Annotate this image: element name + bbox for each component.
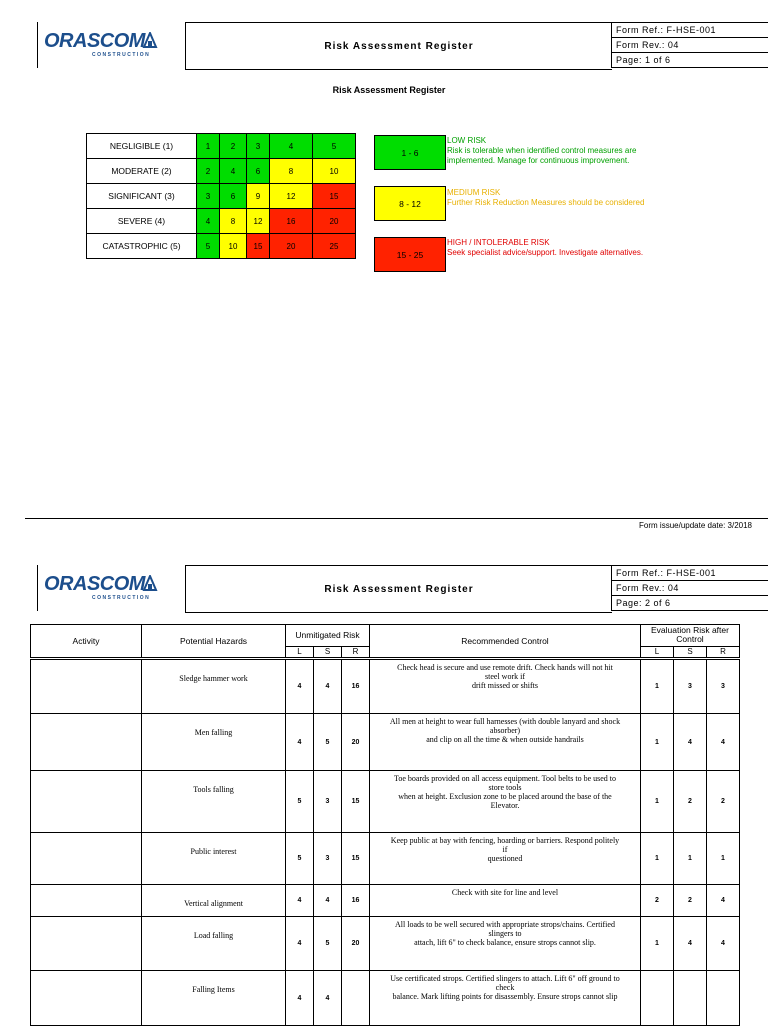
legend-medium-box: 8 - 12 (374, 186, 446, 221)
form-ref: Form Ref.: F-HSE-001 (612, 23, 768, 38)
col-control: Recommended Control (370, 625, 641, 659)
matrix-cell: 6 (247, 159, 270, 184)
form-refs-2 (611, 565, 768, 611)
col-r: R (342, 646, 370, 658)
matrix-cell: 8 (270, 159, 313, 184)
hazard-cell: Public interest (142, 833, 286, 885)
matrix-cell: 15 (313, 184, 356, 209)
footer-date: Form issue/update date: 3/2018 (639, 521, 752, 530)
unmitigated-r: 20 (342, 714, 370, 771)
control-line: absorber) (489, 726, 521, 735)
form-rev: Form Rev.: 04 (612, 38, 768, 53)
unmitigated-r: 15 (342, 771, 370, 833)
unmitigated-l: 4 (286, 885, 314, 917)
matrix-severity-label: MODERATE (2) (87, 159, 197, 184)
legend-medium-line1: Further Risk Reduction Measures should be considered (447, 198, 645, 207)
matrix-cell: 12 (270, 184, 313, 209)
matrix-row (87, 184, 356, 209)
activity-cell (31, 885, 142, 917)
hazard-cell: Tools falling (142, 771, 286, 833)
control-cell (370, 714, 641, 771)
orascom-logo (44, 30, 164, 60)
matrix-cell: 12 (247, 209, 270, 234)
matrix-cell: 2 (197, 159, 220, 184)
matrix-row (87, 234, 356, 259)
risk-register-table (30, 624, 740, 1026)
matrix-row (87, 209, 356, 234)
hazard-cell: Men falling (142, 714, 286, 771)
col-unmitigated: Unmitigated Risk (286, 625, 370, 647)
matrix-cell: 1 (197, 134, 220, 159)
unmitigated-s: 4 (314, 885, 342, 917)
unmitigated-l: 4 (286, 714, 314, 771)
evaluation-r: 3 (707, 659, 740, 714)
evaluation-s: 2 (674, 885, 707, 917)
control-cell (370, 659, 641, 714)
control-line: attach, lift 6" to check balance, ensure strops cannot slip. (414, 938, 596, 947)
logo-wordmark: ORASCOM (44, 30, 145, 52)
control-cell (370, 971, 641, 1026)
control-line: slingers to (488, 929, 522, 938)
hazard-cell: Vertical alignment (142, 885, 286, 917)
footer-divider (25, 518, 768, 519)
logo-cell (37, 22, 186, 68)
matrix-cell: 9 (247, 184, 270, 209)
legend-low-line2: implemented. Manage for continuous improvement. (447, 156, 630, 165)
page-2 (0, 548, 768, 1024)
activity-cell (31, 971, 142, 1026)
col-eval-s: S (674, 646, 707, 658)
matrix-cell: 20 (270, 234, 313, 259)
matrix-row (87, 134, 356, 159)
col-eval-r: R (707, 646, 740, 658)
logo-subtitle-2: CONSTRUCTION (92, 595, 151, 601)
legend-low-text (447, 136, 636, 166)
col-eval-l: L (641, 646, 674, 658)
unmitigated-s: 3 (314, 833, 342, 885)
col-s: S (314, 646, 342, 658)
matrix-cell: 6 (220, 184, 247, 209)
matrix-severity-label: SEVERE (4) (87, 209, 197, 234)
unmitigated-l: 4 (286, 917, 314, 971)
control-cell (370, 833, 641, 885)
evaluation-l: 1 (641, 771, 674, 833)
matrix-cell: 2 (220, 134, 247, 159)
table-row (31, 771, 740, 833)
matrix-cell: 10 (313, 159, 356, 184)
form-ref-2: Form Ref.: F-HSE-001 (612, 566, 768, 581)
hazard-cell: Sledge hammer work (142, 659, 286, 714)
legend-high-title: HIGH / INTOLERABLE RISK (447, 238, 550, 247)
evaluation-r: 4 (707, 885, 740, 917)
evaluation-l: 1 (641, 714, 674, 771)
col-activity: Activity (31, 625, 142, 659)
hazard-cell: Falling Items (142, 971, 286, 1026)
control-line: store tools (488, 783, 522, 792)
form-header (37, 22, 742, 68)
evaluation-l: 1 (641, 833, 674, 885)
evaluation-r: 4 (707, 714, 740, 771)
matrix-cell: 3 (197, 184, 220, 209)
logo-subtitle: CONSTRUCTION (92, 52, 151, 58)
activity-cell (31, 714, 142, 771)
control-cell (370, 771, 641, 833)
unmitigated-r: 16 (342, 885, 370, 917)
unmitigated-s: 4 (314, 659, 342, 714)
form-header-2 (37, 565, 742, 611)
control-line: if (502, 845, 508, 854)
matrix-severity-label: CATASTROPHIC (5) (87, 234, 197, 259)
control-line: check (495, 983, 515, 992)
matrix-cell: 16 (270, 209, 313, 234)
control-cell (370, 885, 641, 917)
unmitigated-r: 16 (342, 659, 370, 714)
control-line: questioned (487, 854, 523, 863)
risk-matrix (86, 133, 356, 259)
form-refs (611, 22, 768, 68)
evaluation-s: 1 (674, 833, 707, 885)
control-line: drift missed or shifts (472, 681, 538, 690)
page-number: Page: 1 of 6 (616, 55, 671, 65)
col-l: L (286, 646, 314, 658)
page-number-2: Page: 2 of 6 (616, 598, 671, 608)
legend-medium-title: MEDIUM RISK (447, 188, 501, 197)
control-cell (370, 917, 641, 971)
control-line: Check head is secure and use remote drift. Check hands will not hit (397, 663, 613, 672)
logo-cell-2 (37, 565, 186, 611)
hazard-cell: Load falling (142, 917, 286, 971)
header-title: Risk Assessment Register (185, 22, 612, 70)
control-line: All men at height to wear full harnesses (with double lanyard and shock (389, 717, 621, 726)
control-line: Use certificated strops. Certified slingers to attach. Lift 6" off ground to (390, 974, 620, 983)
unmitigated-s: 3 (314, 771, 342, 833)
matrix-cell: 10 (220, 234, 247, 259)
evaluation-r: 2 (707, 771, 740, 833)
matrix-cell: 4 (197, 209, 220, 234)
unmitigated-r: 15 (342, 833, 370, 885)
table-row (31, 833, 740, 885)
col-hazards: Potential Hazards (142, 625, 286, 659)
control-line: All loads to be well secured with appropriate strops/chains. Certified (395, 920, 615, 929)
unmitigated-r (342, 971, 370, 1026)
table-row (31, 659, 740, 714)
legend-low-line1: Risk is tolerable when identified control measures are (447, 146, 637, 155)
evaluation-l (641, 971, 674, 1026)
legend-high-box: 15 - 25 (374, 237, 446, 272)
table-row (31, 714, 740, 771)
evaluation-l: 1 (641, 917, 674, 971)
matrix-severity-label: NEGLIGIBLE (1) (87, 134, 197, 159)
logo-mark-icon (142, 32, 158, 48)
matrix-cell: 3 (247, 134, 270, 159)
table-row (31, 917, 740, 971)
col-evaluation: Evaluation Risk after Control (641, 625, 740, 647)
evaluation-s (674, 971, 707, 1026)
unmitigated-s: 5 (314, 917, 342, 971)
evaluation-s: 2 (674, 771, 707, 833)
control-line: Toe boards provided on all access equipment. Tool belts to be used to (393, 774, 616, 783)
control-line: steel work if (485, 672, 525, 681)
evaluation-r: 1 (707, 833, 740, 885)
table-row (31, 971, 740, 1026)
matrix-severity-label: SIGNIFICANT (3) (87, 184, 197, 209)
unmitigated-s: 4 (314, 971, 342, 1026)
matrix-cell: 25 (313, 234, 356, 259)
unmitigated-l: 4 (286, 971, 314, 1026)
unmitigated-s: 5 (314, 714, 342, 771)
matrix-cell: 8 (220, 209, 247, 234)
activity-cell (31, 833, 142, 885)
matrix-cell: 5 (197, 234, 220, 259)
logo-mark-icon (142, 575, 158, 591)
control-line: Check with site for line and level (451, 888, 559, 897)
control-line: and clip on all the time & when outside handrails (426, 735, 584, 744)
activity-cell (31, 771, 142, 833)
matrix-cell: 20 (313, 209, 356, 234)
logo-wordmark-2: ORASCOM (44, 573, 145, 595)
evaluation-r: 4 (707, 917, 740, 971)
evaluation-s: 4 (674, 917, 707, 971)
matrix-cell: 4 (270, 134, 313, 159)
legend-high-line1: Seek specialist advice/support. Investigate alternatives. (447, 248, 644, 257)
matrix-cell: 4 (220, 159, 247, 184)
header-title-2: Risk Assessment Register (185, 565, 612, 613)
evaluation-r (707, 971, 740, 1026)
form-rev-2: Form Rev.: 04 (612, 581, 768, 596)
control-line: Keep public at bay with fencing, hoarding or barriers. Respond politely (390, 836, 620, 845)
matrix-row (87, 159, 356, 184)
unmitigated-l: 4 (286, 659, 314, 714)
evaluation-l: 1 (641, 659, 674, 714)
page-subtitle: Risk Assessment Register (332, 85, 446, 95)
control-line: Elevator. (490, 801, 520, 810)
legend-high-text (447, 238, 643, 258)
legend-low-box: 1 - 6 (374, 135, 446, 170)
unmitigated-r: 20 (342, 917, 370, 971)
control-line: balance. Mark lifting points for disassembly. Ensure strops cannot slip (392, 992, 618, 1001)
activity-cell (31, 917, 142, 971)
evaluation-s: 3 (674, 659, 707, 714)
unmitigated-l: 5 (286, 771, 314, 833)
legend-low-title: LOW RISK (447, 136, 487, 145)
table-row (31, 885, 740, 917)
evaluation-s: 4 (674, 714, 707, 771)
activity-cell (31, 659, 142, 714)
matrix-cell: 5 (313, 134, 356, 159)
unmitigated-l: 5 (286, 833, 314, 885)
orascom-logo-2 (44, 573, 164, 603)
evaluation-l: 2 (641, 885, 674, 917)
legend-medium-text (447, 188, 644, 208)
matrix-cell: 15 (247, 234, 270, 259)
control-line: when at height. Exclusion zone to be placed around the base of the (398, 792, 612, 801)
